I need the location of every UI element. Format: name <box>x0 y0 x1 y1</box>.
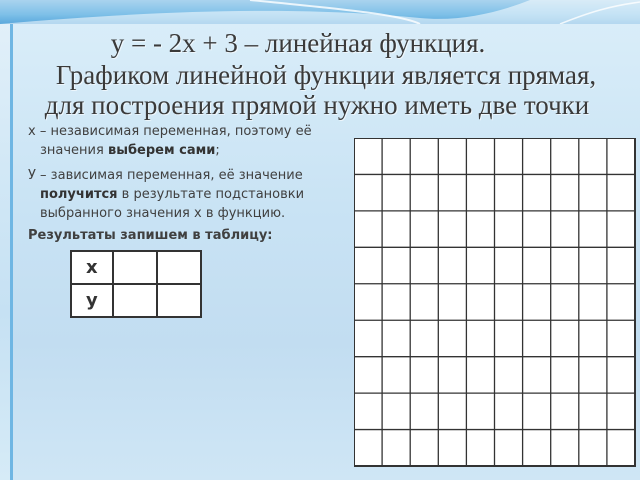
y-desc-emphasis: получится <box>40 187 118 202</box>
table-cell-empty[interactable] <box>157 284 201 317</box>
slide-title-line-2: Графиком линейной функции является прямая, <box>55 60 597 90</box>
slide-title-line-3: для построения прямой нужно иметь две точки <box>44 90 590 120</box>
row-label-y: у <box>71 284 113 317</box>
coordinate-grid <box>354 138 637 468</box>
table-cell-empty[interactable] <box>157 251 201 284</box>
y-desc-line-1: У – зависимая переменная, её значение <box>28 168 303 183</box>
table-cell-empty[interactable] <box>113 251 157 284</box>
y-desc-text: в результате подстановки <box>117 187 305 202</box>
xy-values-table <box>70 250 202 318</box>
results-caption: Результаты запишем в таблицу: <box>28 228 273 243</box>
x-desc-end: ; <box>215 143 220 158</box>
x-desc-emphasis: выберем сами <box>107 143 216 158</box>
x-variable-description <box>28 122 348 160</box>
y-desc-line-2 <box>28 185 348 204</box>
decorative-swoosh <box>0 0 640 24</box>
table-cell-empty[interactable] <box>113 284 157 317</box>
slide-title-line-1: у = - 2х + 3 – линейная функция. <box>110 28 486 58</box>
y-desc-line-3: выбранного значения х в функцию. <box>40 206 286 221</box>
row-label-x: х <box>71 251 113 284</box>
table-row <box>71 251 201 284</box>
y-variable-description <box>28 166 348 223</box>
x-desc-line-2 <box>28 141 348 160</box>
x-desc-line-1: х – независимая переменная, поэтому её <box>28 124 312 139</box>
table-row <box>71 284 201 317</box>
x-desc-text: значения <box>40 143 108 158</box>
